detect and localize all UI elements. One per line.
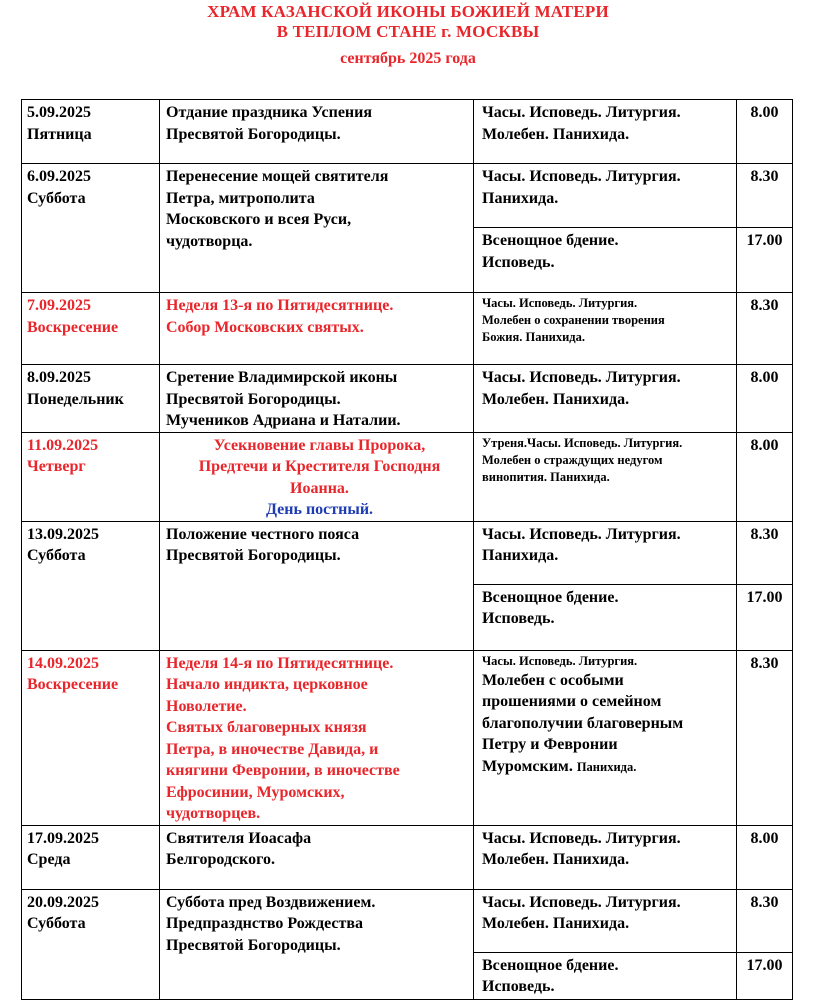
service-time: 8.00 xyxy=(737,825,793,889)
services-cell xyxy=(474,952,737,999)
event-line: чудотворца. xyxy=(166,232,253,250)
weekday: Среда xyxy=(27,851,71,868)
event-cell xyxy=(160,365,474,433)
service-time: 8.00 xyxy=(737,365,793,433)
date-cell xyxy=(22,825,160,889)
event-line: Иоанна. xyxy=(290,479,349,497)
church-title: ХРАМ КАЗАНСКОЙ ИКОНЫ БОЖИЕЙ МАТЕРИ xyxy=(207,2,609,21)
weekday: Понедельник xyxy=(27,390,124,408)
event-line: Начало индикта, церковное xyxy=(166,676,368,693)
date: 6.09.2025 xyxy=(27,168,91,185)
date-cell xyxy=(22,164,160,293)
services-cell xyxy=(474,293,737,365)
event-line: Московского и всея Руси, xyxy=(166,211,352,228)
event-line: княгини Февронии, в иночестве xyxy=(166,762,400,779)
schedule-table xyxy=(21,99,793,1000)
service-text: Муромским. xyxy=(482,757,573,775)
service-time: 8.30 xyxy=(737,164,793,228)
service-line: Молебен о сохранении творения xyxy=(482,313,665,327)
service-line: Часы. Исповедь. Литургия. xyxy=(482,893,681,911)
service-line: Молебен. Панихида. xyxy=(482,390,630,408)
service-time: 17.00 xyxy=(737,584,793,650)
church-location: В ТЕПЛОМ СТАНЕ г. МОСКВЫ xyxy=(276,22,540,41)
weekday: Пятница xyxy=(27,125,92,143)
event-line: Пресвятой Богородицы. xyxy=(166,125,341,143)
date-cell xyxy=(22,365,160,433)
service-line: Часы. Исповедь. Литургия. xyxy=(482,829,681,847)
service-line: Молебен с особыми xyxy=(482,671,624,689)
event-line: Усекновение главы Пророка, xyxy=(213,436,426,454)
event-line: Пресвятой Богородицы. xyxy=(166,390,341,408)
event-line: Суббота пред Воздвижением. xyxy=(166,893,376,911)
event-line: Ефросинии, Муромских, xyxy=(166,783,345,801)
event-cell xyxy=(160,293,474,365)
date-cell xyxy=(22,650,160,825)
service-line: Утреня.Часы. Исповедь. Литургия. xyxy=(482,435,683,450)
services-cell xyxy=(474,650,737,825)
table-row xyxy=(22,365,793,433)
event-line: Пресвятой Богородицы. xyxy=(166,936,341,954)
services-cell xyxy=(474,365,737,433)
service-line xyxy=(482,756,736,778)
event-cell xyxy=(160,521,474,650)
service-line: Часы. Исповедь. Литургия. xyxy=(482,296,638,310)
services-cell xyxy=(474,228,737,293)
service-line: Молебен о страждущих недугом xyxy=(482,452,663,467)
service-line: Молебен. Панихида. xyxy=(482,915,630,932)
service-line: Исповедь. xyxy=(482,610,555,627)
table-row xyxy=(22,164,793,228)
event-line: Пресвятой Богородицы. xyxy=(166,547,341,564)
date: 13.09.2025 xyxy=(27,525,99,543)
service-text-small: Панихида. xyxy=(576,759,637,774)
event-line: Предтечи и Крестителя Господня xyxy=(198,458,441,475)
event-line: Сретение Владимирской иконы xyxy=(166,369,398,386)
service-line: Молебен. Панихида. xyxy=(482,851,630,868)
service-time: 8.30 xyxy=(737,521,793,584)
service-line: Всенощное бдение. xyxy=(482,588,619,606)
weekday: Воскресение xyxy=(27,318,119,336)
event-line: Перенесение мощей святителя xyxy=(166,168,389,185)
event-line: Белгородского. xyxy=(166,851,276,868)
services-cell xyxy=(474,584,737,650)
service-time: 17.00 xyxy=(737,228,793,293)
service-time: 17.00 xyxy=(737,952,793,999)
services-cell xyxy=(474,100,737,164)
date: 5.09.2025 xyxy=(27,104,91,121)
service-line: Часы. Исповедь. Литургия. xyxy=(482,653,638,668)
weekday: Воскресение xyxy=(27,676,119,693)
service-line: Исповедь. xyxy=(482,978,555,995)
service-line: Часы. Исповедь. Литургия. xyxy=(482,168,681,185)
event-cell xyxy=(160,825,474,889)
event-line: Отдание праздника Успения xyxy=(166,104,373,121)
event-line: чудотворцев. xyxy=(166,805,261,822)
weekday: Суббота xyxy=(27,915,86,932)
service-line: Всенощное бдение. xyxy=(482,956,619,974)
event-cell xyxy=(160,889,474,999)
date: 7.09.2025 xyxy=(27,297,91,314)
event-line: Собор Московских святых. xyxy=(166,318,364,336)
service-time: 8.30 xyxy=(737,293,793,365)
table-row xyxy=(22,889,793,952)
event-cell xyxy=(160,100,474,164)
services-cell xyxy=(474,889,737,952)
event-line: Положение честного пояса xyxy=(166,525,360,543)
date: 17.09.2025 xyxy=(27,829,99,847)
table-row xyxy=(22,432,793,521)
table-row xyxy=(22,521,793,584)
service-line: винопития. Панихида. xyxy=(482,469,610,484)
service-line: Петру и Февронии xyxy=(482,736,618,753)
date: 20.09.2025 xyxy=(27,893,99,911)
weekday: Суббота xyxy=(27,189,86,207)
event-line: Предпразднство Рождества xyxy=(166,915,363,932)
table-row xyxy=(22,825,793,889)
service-time: 8.30 xyxy=(737,650,793,825)
service-line: Часы. Исповедь. Литургия. xyxy=(482,369,681,386)
services-cell xyxy=(474,164,737,228)
service-line: Панихида. xyxy=(482,189,559,207)
event-line: Петра, митрополита xyxy=(166,189,315,207)
event-line: Неделя 14-я по Пятидесятнице. xyxy=(166,654,394,672)
service-line: Всенощное бдение. xyxy=(482,232,619,249)
event-line: Святителя Иоасафа xyxy=(166,829,312,847)
table-row xyxy=(22,650,793,825)
service-time: 8.00 xyxy=(737,100,793,164)
event-line: Новолетие. xyxy=(166,697,247,715)
service-line: Исповедь. xyxy=(482,253,555,271)
service-line: Божия. Панихида. xyxy=(482,330,586,344)
schedule-month: сентябрь 2025 года xyxy=(340,50,476,67)
service-line: прошениями о семейном xyxy=(482,693,662,710)
service-time: 8.30 xyxy=(737,889,793,952)
service-line: Часы. Исповедь. Литургия. xyxy=(482,525,681,543)
event-line: Неделя 13-я по Пятидесятнице. xyxy=(166,297,394,314)
services-cell xyxy=(474,521,737,584)
date-cell xyxy=(22,432,160,521)
service-line: Панихида. xyxy=(482,547,559,564)
service-line: Молебен. Панихида. xyxy=(482,125,630,143)
date-cell xyxy=(22,889,160,999)
date-cell xyxy=(22,100,160,164)
services-cell xyxy=(474,825,737,889)
date-cell xyxy=(22,521,160,650)
event-cell xyxy=(160,650,474,825)
event-line: Петра, в иночестве Давида, и xyxy=(166,740,379,758)
services-cell xyxy=(474,432,737,521)
date: 8.09.2025 xyxy=(27,369,91,386)
table-row xyxy=(22,100,793,164)
event-line: Святых благоверных князя xyxy=(166,719,367,736)
date-cell xyxy=(22,293,160,365)
table-row xyxy=(22,293,793,365)
date: 14.09.2025 xyxy=(27,654,99,672)
fast-day-note: День постный. xyxy=(265,501,374,518)
service-line: благополучии благоверным xyxy=(482,714,684,732)
service-line: Часы. Исповедь. Литургия. xyxy=(482,104,681,121)
event-cell xyxy=(160,432,474,521)
weekday: Четверг xyxy=(27,458,86,475)
service-time: 8.00 xyxy=(737,432,793,521)
event-cell xyxy=(160,164,474,293)
date: 11.09.2025 xyxy=(27,436,99,454)
weekday: Суббота xyxy=(27,547,86,564)
event-line: Мучеников Адриана и Наталии. xyxy=(166,412,401,429)
